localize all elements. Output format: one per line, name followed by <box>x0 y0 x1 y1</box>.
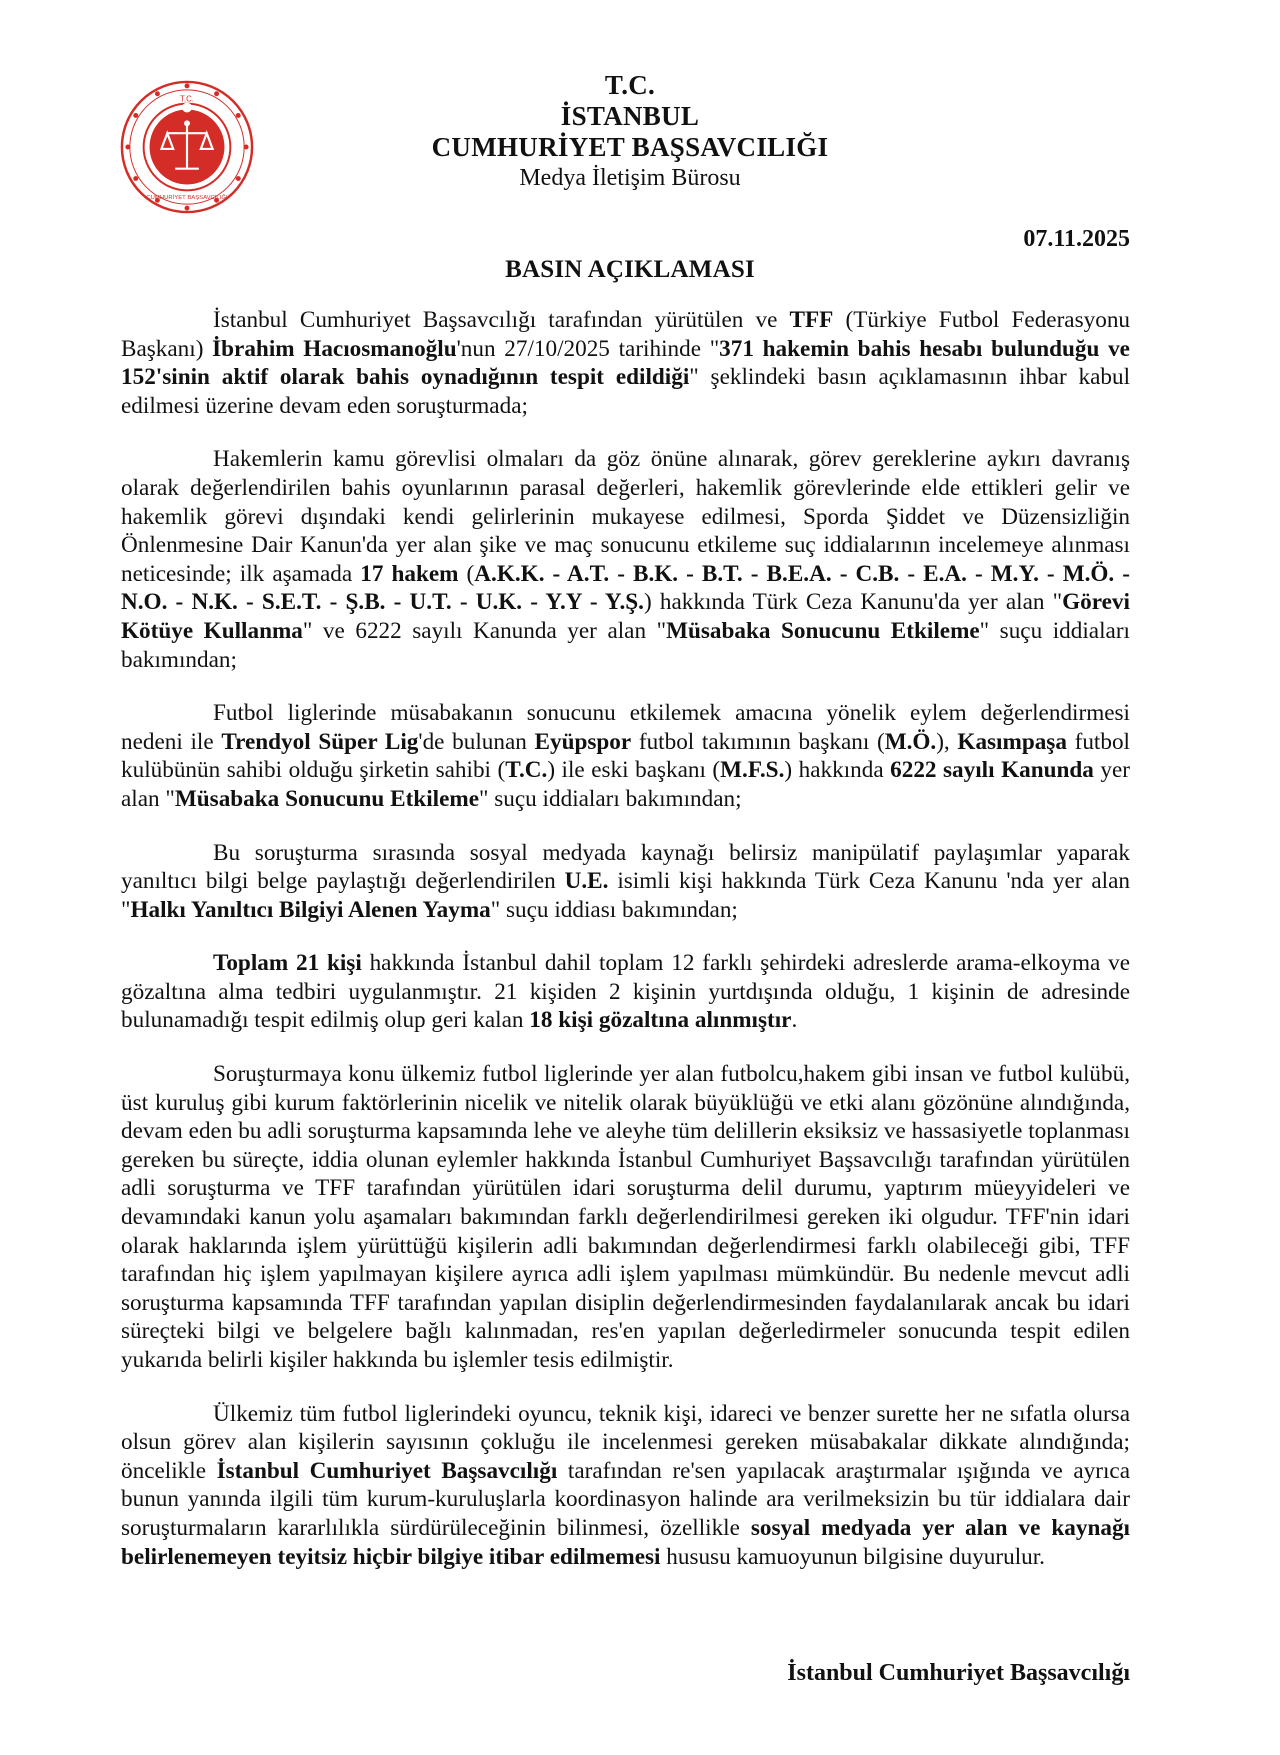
paragraph <box>121 699 1130 813</box>
bold-text: İstanbul Cumhuriyet Başsavcılığı <box>216 1457 558 1484</box>
bold-text: Kasımpaşa <box>957 728 1067 755</box>
text-segment: . <box>791 1007 798 1034</box>
text-segment: Soruşturmaya konu ülkemiz futbol liglerinde yer alan futbolcu,hakem gibi insan ve futbol kulübü, üst kuruluş gibi kurum faktörlerinin nicelik ve nitelik olarak büyüklüğü ve etki alanı gözönüne alındığında, devam eden bu adli soruşturma kapsamında lehe ve aleyhe tüm delillerin eksiksiz ve hassasiyetle toplanması gereken bu süreçte, iddia olunan eylemler hakkında İstanbul Cumhuriyet Başsavcılığı tarafından yürütülen adli soruşturma ve TFF tarafından yürütülen idari soruşturma delil durumu, yaptırım müeyyideleri ve devamındaki kanun yolu aşamaları bakımından farklı değerlendirilmesi gereken iki olgudur. TFF'nin idari olarak haklarında işlem yürüttüğü kişilerin adli bakımından değerlendirmesi farklı olabileceği gibi, TFF tarafından hiç işlem yapılmayan kişilere ayrıca adli işlem yapılması mümkündür. Bu nedenle mevcut adli soruşturma kapsamında TFF tarafından yapılan disiplin değerlendirmesinden faydalanılarak ancak bu idari süreçteki bilgi ve belgelere bağlı kalınmadan, res'en yapılan değerledirmeler sonucunda tespit edilen yukarıda belirli kişiler hakkında bu işlemler tesis edilmiştir. <box>121 1061 1130 1373</box>
bold-text: T.C. <box>505 757 548 784</box>
bold-text: Halkı Yanıltıcı Bilgiyi Alenen Yayma <box>130 896 491 923</box>
text-segment: ) hakkında Türk Ceza Kanunu'da yer alan " <box>643 589 1063 616</box>
release-date: 07.11.2025 <box>1023 226 1130 252</box>
bold-text: M.F.S. <box>720 757 785 784</box>
signature: İstanbul Cumhuriyet Başsavcılığı <box>787 1660 1130 1686</box>
header-city: İSTANBUL <box>560 101 700 131</box>
bold-text: Trendyol Süper Lig <box>221 728 419 755</box>
text-segment: Hakemlerin kamu görevlisi olmaları da göz önüne alınarak, görev gereklerine aykırı davranış olarak değerlendirilen bahis oyunlarının parasal değerleri, hakemlik görevlerinde elde ettikleri gelir ve hakemlik görevi dışındaki kendi gelirlerinin mukayese edilmesi, Sporda Şiddet ve Düzensizliğin Önlenmesine Dair Kanun'da yer alan şike ve maç sonucunu etkileme suç iddialarının incelemeye alınması neticesinde; ilk aşamada <box>121 446 1130 587</box>
bold-text: 18 kişi gözaltına alınmıştır <box>529 1007 792 1034</box>
bold-text: İbrahim Hacıosmanoğlu <box>212 335 457 362</box>
text-segment: ) hakkında <box>784 757 891 784</box>
text-segment: İstanbul Cumhuriyet Başsavcılığı tarafından yürütülen ve <box>213 307 790 333</box>
press-release-body <box>121 306 1130 1596</box>
bold-text: sosyal medyada yer alan ve kaynağı belirlenemeyen teyitsiz hiçbir bilgiye itibar edilmemesi <box>121 1514 1130 1570</box>
bold-text: Müsabaka Sonucunu Etkileme <box>174 785 479 812</box>
text-segment: tarafından re'sen yapılacak araştırmalar ışığında ve ayrıca bunun yanında ilgili tüm kurum-kuruluşlarla koordinasyon halinde ara verilmeksizin bu tür iddialara dair soruşturmaların kararlılıkla sürdürüleceğinin bilinmesi, özellikle <box>121 1457 1131 1541</box>
header-office: Medya İletişim Bürosu <box>519 165 741 191</box>
paragraph <box>121 445 1130 674</box>
svg-text:T.C.: T.C. <box>180 94 194 104</box>
paragraph <box>121 306 1130 420</box>
text-segment: futbol kulübünün sahibi olduğu şirketin sahibi ( <box>121 728 1130 784</box>
text-segment: isimli kişi hakkında Türk Ceza Kanunu 'nda yer alan " <box>121 868 1130 923</box>
bold-text: 371 hakemin bahis hesabı bulunduğu ve 152'sinin aktif olarak bahis oynadığının tespit edildiği <box>121 335 1130 391</box>
bold-text: U.E. <box>564 868 609 895</box>
paragraph <box>121 949 1130 1035</box>
text-segment: Futbol liglerinde müsabakanın sonucunu etkilemek amacına yönelik eylem değerlendirmesi nedeni ile <box>121 700 1130 755</box>
bold-text: A.K.K. - A.T. - B.K. - B.T. - B.E.A. - C.B. - E.A. - M.Y. - M.Ö. - N.O. - N.K. - S.E.T. - Ş.B. - U.T. - U.K. - Y.Y - Y.Ş. <box>121 560 1130 616</box>
text-segment: futbol takımının başkanı ( <box>631 728 885 755</box>
text-segment: yer alan " <box>121 757 1131 812</box>
bold-text: Eyüpspor <box>534 728 632 755</box>
text-segment: 'de bulunan <box>418 728 535 755</box>
scales-of-justice-seal-icon <box>118 78 256 216</box>
page-title: BASIN AÇIKLAMASI <box>505 256 755 283</box>
text-segment: hakkında İstanbul dahil toplam 12 farklı şehirdeki adreslerde arama-elkoyma ve gözaltına alma tedbiri uygulanmıştır. 21 kişiden 2 kişinin yurtdışında olduğu, 1 kişinin de adresinde bulunamadığı tespit edilmiş olup geri kalan <box>121 950 1131 1034</box>
text-segment: ) ile eski başkanı ( <box>547 757 721 784</box>
bold-text: TFF <box>789 307 834 333</box>
header-institution: CUMHURİYET BAŞSAVCILIĞI <box>431 132 829 162</box>
text-segment: " suçu iddiaları bakımından; <box>479 785 742 812</box>
bold-text: 17 hakem <box>360 560 459 587</box>
text-segment: " ve 6222 sayılı Kanunda yer alan " <box>302 617 667 644</box>
text-segment: ), <box>936 728 958 755</box>
text-segment: " şeklindeki basın açıklamasının ihbar kabul edilmesi üzerine devam eden soruşturmada; <box>121 364 1131 419</box>
text-segment: " suçu iddiaları bakımından; <box>121 617 1130 673</box>
bold-text: Görevi Kötüye Kullanma <box>121 589 1130 644</box>
bold-text: M.Ö. <box>884 728 937 755</box>
bold-text: Müsabaka Sonucunu Etkileme <box>666 617 980 644</box>
paragraph <box>121 839 1130 925</box>
text-segment: (Türkiye Futbol Federasyonu Başkanı) <box>121 307 1131 362</box>
text-segment: ( <box>458 560 475 587</box>
text-segment: Bu soruşturma sırasında sosyal medyada kaynağı belirsiz manipülatif paylaşımlar yaparak yanıltıcı bilgi belge paylaştığı değerlendirilen <box>121 839 1130 895</box>
svg-text:CUMHURİYET BAŞSAVCILIĞI: CUMHURİYET BAŞSAVCILIĞI <box>146 195 228 202</box>
bold-text: Toplam 21 kişi <box>213 950 362 977</box>
paragraph <box>121 1400 1130 1572</box>
text-segment: Ülkemiz tüm futbol liglerindeki oyuncu, teknik kişi, idareci ve benzer surette her ne sıfatla olursa olsun görev alan kişilerin sayısının çokluğu ile incelenmesi gereken müsabakalar dikkate alındığında; öncelikle <box>121 1400 1130 1484</box>
text-segment: " suçu iddiası bakımından; <box>490 896 738 923</box>
paragraph <box>121 1060 1130 1375</box>
bold-text: 6222 sayılı Kanunda <box>890 757 1094 784</box>
text-segment: 'nun 27/10/2025 tarihinde " <box>456 335 720 362</box>
institution-header <box>360 70 900 193</box>
text-segment: hususu kamuoyunun bilgisine duyurulur. <box>660 1543 1045 1570</box>
header-tc: T.C. <box>604 70 656 100</box>
